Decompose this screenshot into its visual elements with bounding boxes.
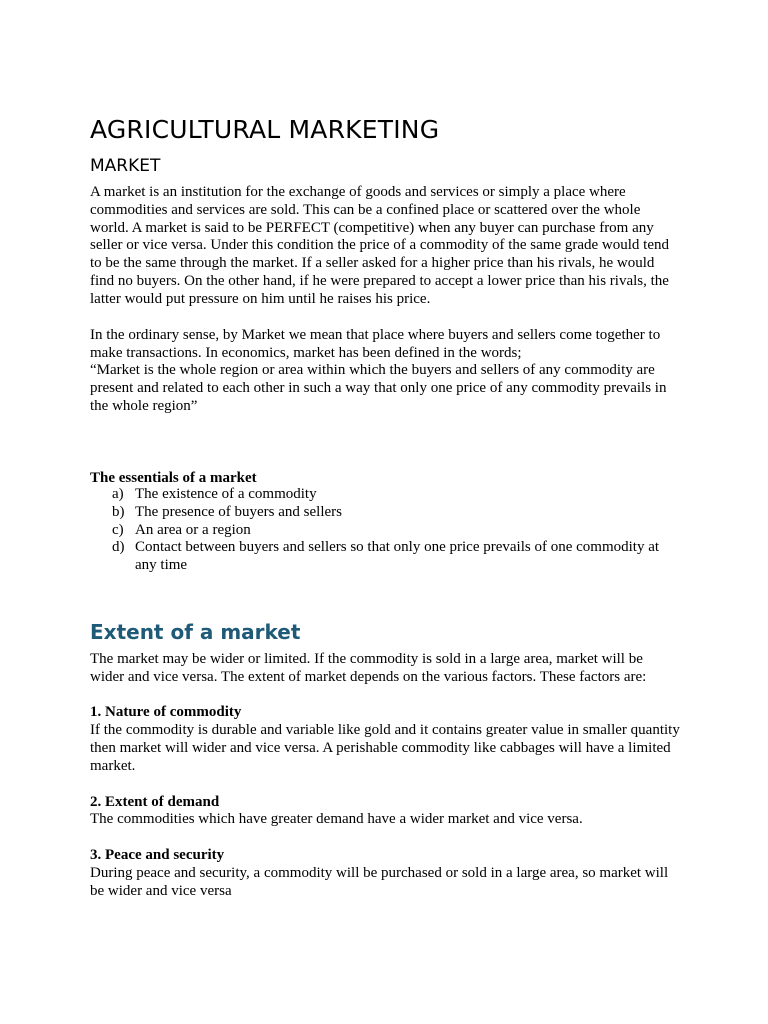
factor-heading: 1. Nature of commodity [90, 704, 242, 720]
factor-text: The commodities which have greater demand have a wider market and vice versa. [90, 811, 583, 827]
essentials-list [90, 486, 680, 575]
market-paragraph-1: A market is an institution for the exchange of goods and services or simply a place where commodities and services are sold. This can be a confined place or scattered over the whole world. A market is said to be PERFECT (competitive) when any buyer can purchase from any seller or vice versa. Under this condition the price of a commodity of the same grade would tend to be the same through the market. If a seller asked for a higher price than his rivals, he would find no buyers. On the other hand, if he were prepared to accept a lower price than his rivals, the latter would put pressure on him until he raises his price. [90, 184, 669, 307]
list-item [90, 504, 680, 522]
list-marker: d) [112, 539, 125, 556]
market-paragraph-2: In the ordinary sense, by Market we mean that place where buyers and sellers come together to make transactions. In economics, market has been defined in the words; [90, 327, 661, 361]
list-marker: a) [112, 486, 124, 502]
list-item-text: Contact between buyers and sellers so that only one price prevails of one commodity at any time [135, 539, 660, 574]
factor-heading: 2. Extent of demand [90, 794, 220, 810]
list-item-text: An area or a region [135, 521, 251, 538]
list-item-text: The existence of a commodity [135, 486, 317, 502]
market-definition-quote: “Market is the whole region or area within which the buyers and sellers of any commodity are present and related to each other in such a way that only one price of any commodity prevails in the whole region” [90, 362, 667, 414]
market-heading: MARKET [90, 156, 161, 176]
list-item-text: The presence of buyers and sellers [135, 503, 342, 520]
extent-heading: Extent of a market [90, 620, 301, 644]
list-item [90, 486, 680, 504]
factor-heading: 3. Peace and security [90, 847, 225, 863]
factor-text: During peace and security, a commodity will be purchased or sold in a large area, so market will be wider and vice versa [90, 865, 669, 899]
list-marker: b) [112, 503, 125, 520]
document-title: AGRICULTURAL MARKETING [90, 115, 440, 144]
list-marker: c) [112, 521, 124, 538]
factor-text: If the commodity is durable and variable like gold and it contains greater value in smaller quantity then market will wider and vice versa. A perishable commodity like cabbages will have a limited market. [90, 722, 680, 774]
list-item [90, 539, 680, 575]
extent-paragraph: The market may be wider or limited. If the commodity is sold in a large area, market will be wider and vice versa. The extent of market depends on the various factors. These factors are: [90, 651, 647, 685]
essentials-heading: The essentials of a market [90, 470, 257, 486]
list-item [90, 522, 680, 540]
